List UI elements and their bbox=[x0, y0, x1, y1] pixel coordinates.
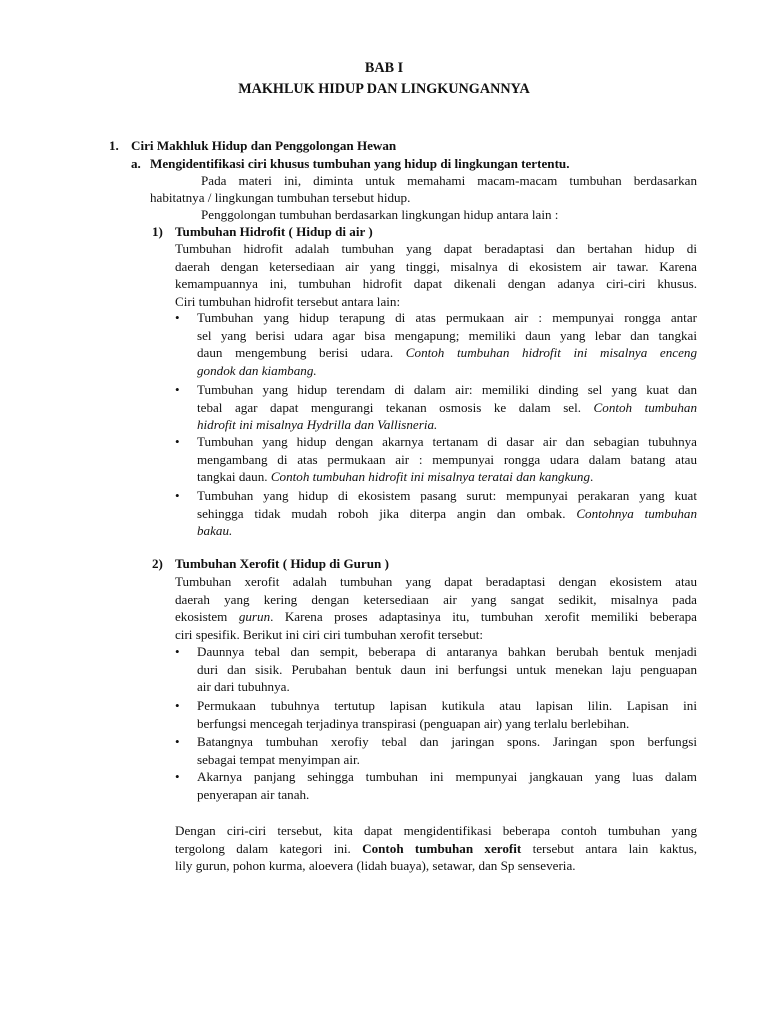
bullet-icon: • bbox=[175, 644, 180, 659]
bullet-text-italic: Contohnya tumbuhan bbox=[576, 505, 698, 521]
xerofit-bullet-4 bbox=[197, 768, 697, 803]
xerofit-bullet-3 bbox=[197, 733, 697, 768]
bullet-line bbox=[197, 468, 697, 486]
intro-line-1: Pada materi ini, diminta untuk memahami macam-macam tumbuhan berdasarkan bbox=[201, 173, 697, 188]
xerofit-desc-line: Tumbuhan xerofit adalah tumbuhan yang dapat beradaptasi dengan ekosistem atau bbox=[175, 574, 697, 589]
xerofit-description bbox=[175, 573, 697, 643]
xerofit-desc-line: ciri spesifik. Berikut ini ciri ciri tumbuhan xerofit tersebut: bbox=[175, 626, 483, 642]
bullet-text-plain: tebal agar dapat mengurangi tekanan osmosis ke dalam sel. bbox=[197, 399, 594, 415]
hidrofit-desc-line: kemampuannya ini, tumbuhan hidrofit dapat dikenali dengan adanya ciri-ciri khusus. bbox=[175, 276, 697, 292]
bullet-line: sel yang berisi udara agar bisa mengapung; memiliki daun yang lebar dan tangkai bbox=[197, 327, 697, 343]
hidrofit-number: 1) bbox=[152, 224, 163, 239]
bullet-line: mengambang di atas permukaan air : mempunyai rongga udara dalam batang atau bbox=[197, 451, 697, 467]
bullet-line: penyerapan air tanah. bbox=[197, 786, 310, 802]
chapter-label: BAB I bbox=[364, 60, 404, 76]
bullet-line: Batangnya tumbuhan xerofiy tebal dan jaringan spons. Jaringan spon berfungsi bbox=[197, 734, 697, 749]
xerofit-closing bbox=[175, 822, 697, 875]
closing-text: tergolong dalam kategori ini. bbox=[175, 840, 363, 856]
bullet-line: gondok dan kiambang. bbox=[197, 362, 317, 378]
bullet-line bbox=[197, 399, 697, 417]
closing-line: Dengan ciri-ciri tersebut, kita dapat mengidentifikasi beberapa contoh tumbuhan yang bbox=[175, 823, 697, 838]
bullet-line: bakau. bbox=[197, 523, 233, 539]
bullet-line: Tumbuhan yang hidup dengan akarnya tertanam di dasar air dan sebagian tubuhnya bbox=[197, 434, 697, 449]
bullet-icon: • bbox=[175, 698, 180, 713]
xerofit-heading: Tumbuhan Xerofit ( Hidup di Gurun ) bbox=[175, 556, 389, 571]
xerofit-number: 2) bbox=[152, 556, 163, 571]
hidrofit-bullet-4 bbox=[197, 487, 697, 540]
bullet-text-plain: . bbox=[590, 469, 594, 485]
section-heading: Ciri Makhluk Hidup dan Penggolongan Hewan bbox=[131, 138, 397, 153]
bullet-line bbox=[197, 344, 697, 362]
bullet-line: hidrofit ini misalnya Hydrilla dan Vallisneria. bbox=[197, 417, 438, 433]
bullet-text-plain: daun mengembung berisi udara. bbox=[197, 345, 406, 361]
hidrofit-bullet-3 bbox=[197, 433, 697, 486]
bullet-icon: • bbox=[175, 769, 180, 784]
closing-text: tersebut antara lain kaktus, bbox=[521, 840, 697, 856]
desc-text: . Karena proses adaptasinya itu, tumbuhan xerofit memiliki beberapa bbox=[270, 609, 697, 625]
subsection-heading: Mengidentifikasi ciri khusus tumbuhan yang hidup di lingkungan tertentu. bbox=[150, 156, 570, 171]
section-number: 1. bbox=[109, 138, 119, 153]
hidrofit-description bbox=[175, 240, 697, 310]
bullet-text-italic: Contoh tumbuhan hidrofit ini misalnya teratai dan kangkung bbox=[270, 469, 591, 485]
xerofit-desc-line: daerah yang kering dengan ketersediaan air yang sangat sedikit, misalnya pada bbox=[175, 591, 697, 607]
hidrofit-desc-line: Tumbuhan hidrofit adalah tumbuhan yang dapat beradaptasi dan bertahan hidup di bbox=[175, 241, 697, 256]
xerofit-bullet-1 bbox=[197, 643, 697, 696]
bullet-line: sebagai tempat menyimpan air. bbox=[197, 751, 360, 767]
closing-line: lily gurun, pohon kurma, aloevera (lidah buaya), setawar, dan Sp senseveria. bbox=[175, 858, 576, 874]
hidrofit-heading: Tumbuhan Hidrofit ( Hidup di air ) bbox=[175, 224, 373, 239]
hidrofit-bullet-2 bbox=[197, 381, 697, 434]
xerofit-bullet-2 bbox=[197, 697, 697, 732]
bullet-icon: • bbox=[175, 734, 180, 749]
bullet-line: Daunnya tebal dan sempit, beberapa di antaranya bahkan berubah bentuk menjadi bbox=[197, 644, 697, 659]
bullet-line: berfungsi mencegah terjadinya transpirasi (penguapan air) yang terlalu berlebihan. bbox=[197, 715, 630, 731]
bullet-icon: • bbox=[175, 382, 180, 397]
bullet-line bbox=[197, 505, 697, 523]
bullet-line: Tumbuhan yang hidup terapung di atas permukaan air : mempunyai rongga antar bbox=[197, 310, 697, 325]
chapter-title: MAKHLUK HIDUP DAN LINGKUNGANNYA bbox=[238, 81, 530, 97]
bullet-icon: • bbox=[175, 434, 180, 449]
bullet-text-plain: sehingga tidak mudah roboh jika diterpa angin dan ombak. bbox=[197, 505, 577, 521]
bullet-line: duri dan sisik. Perubahan bentuk daun ini berfungsi untuk menekan laju penguapan bbox=[197, 661, 697, 677]
bullet-icon: • bbox=[175, 310, 180, 325]
closing-text-bold: Contoh tumbuhan xerofit bbox=[362, 840, 522, 856]
subsection-letter: a. bbox=[131, 156, 141, 171]
bullet-line: Tumbuhan yang hidup di ekosistem pasang surut: mempunyai perakaran yang kuat bbox=[197, 488, 697, 503]
xerofit-desc-line bbox=[175, 608, 697, 626]
desc-text-italic: gurun bbox=[238, 609, 271, 625]
bullet-text-plain: tangkai daun. bbox=[197, 469, 271, 485]
bullet-line: Akarnya panjang sehingga tumbuhan ini mempunyai jangkauan yang luas dalam bbox=[197, 769, 697, 784]
bullet-text-italic: Contoh tumbuhan bbox=[593, 399, 697, 415]
bullet-line: air dari tubuhnya. bbox=[197, 679, 290, 695]
closing-line bbox=[175, 840, 697, 858]
bullet-line: Tumbuhan yang hidup terendam di dalam air: memiliki dinding sel yang kuat dan bbox=[197, 382, 697, 397]
intro-line-2: habitatnya / lingkungan tumbuhan tersebut hidup. bbox=[150, 190, 411, 205]
hidrofit-desc-line: Ciri tumbuhan hidrofit tersebut antara lain: bbox=[175, 293, 401, 309]
bullet-line: Permukaan tubuhnya tertutup lapisan kutikula atau lapisan lilin. Lapisan ini bbox=[197, 698, 697, 713]
bullet-text-italic: Contoh tumbuhan hidrofit ini misalnya enceng bbox=[405, 345, 697, 361]
hidrofit-bullet-1 bbox=[197, 309, 697, 379]
hidrofit-desc-line: daerah dengan ketersediaan air yang tinggi, misalnya di ekosistem air tawar. Karena bbox=[175, 258, 697, 274]
bullet-icon: • bbox=[175, 488, 180, 503]
intro-line-3: Penggolongan tumbuhan berdasarkan lingkungan hidup antara lain : bbox=[201, 207, 559, 222]
desc-text: ekosistem bbox=[175, 609, 239, 625]
